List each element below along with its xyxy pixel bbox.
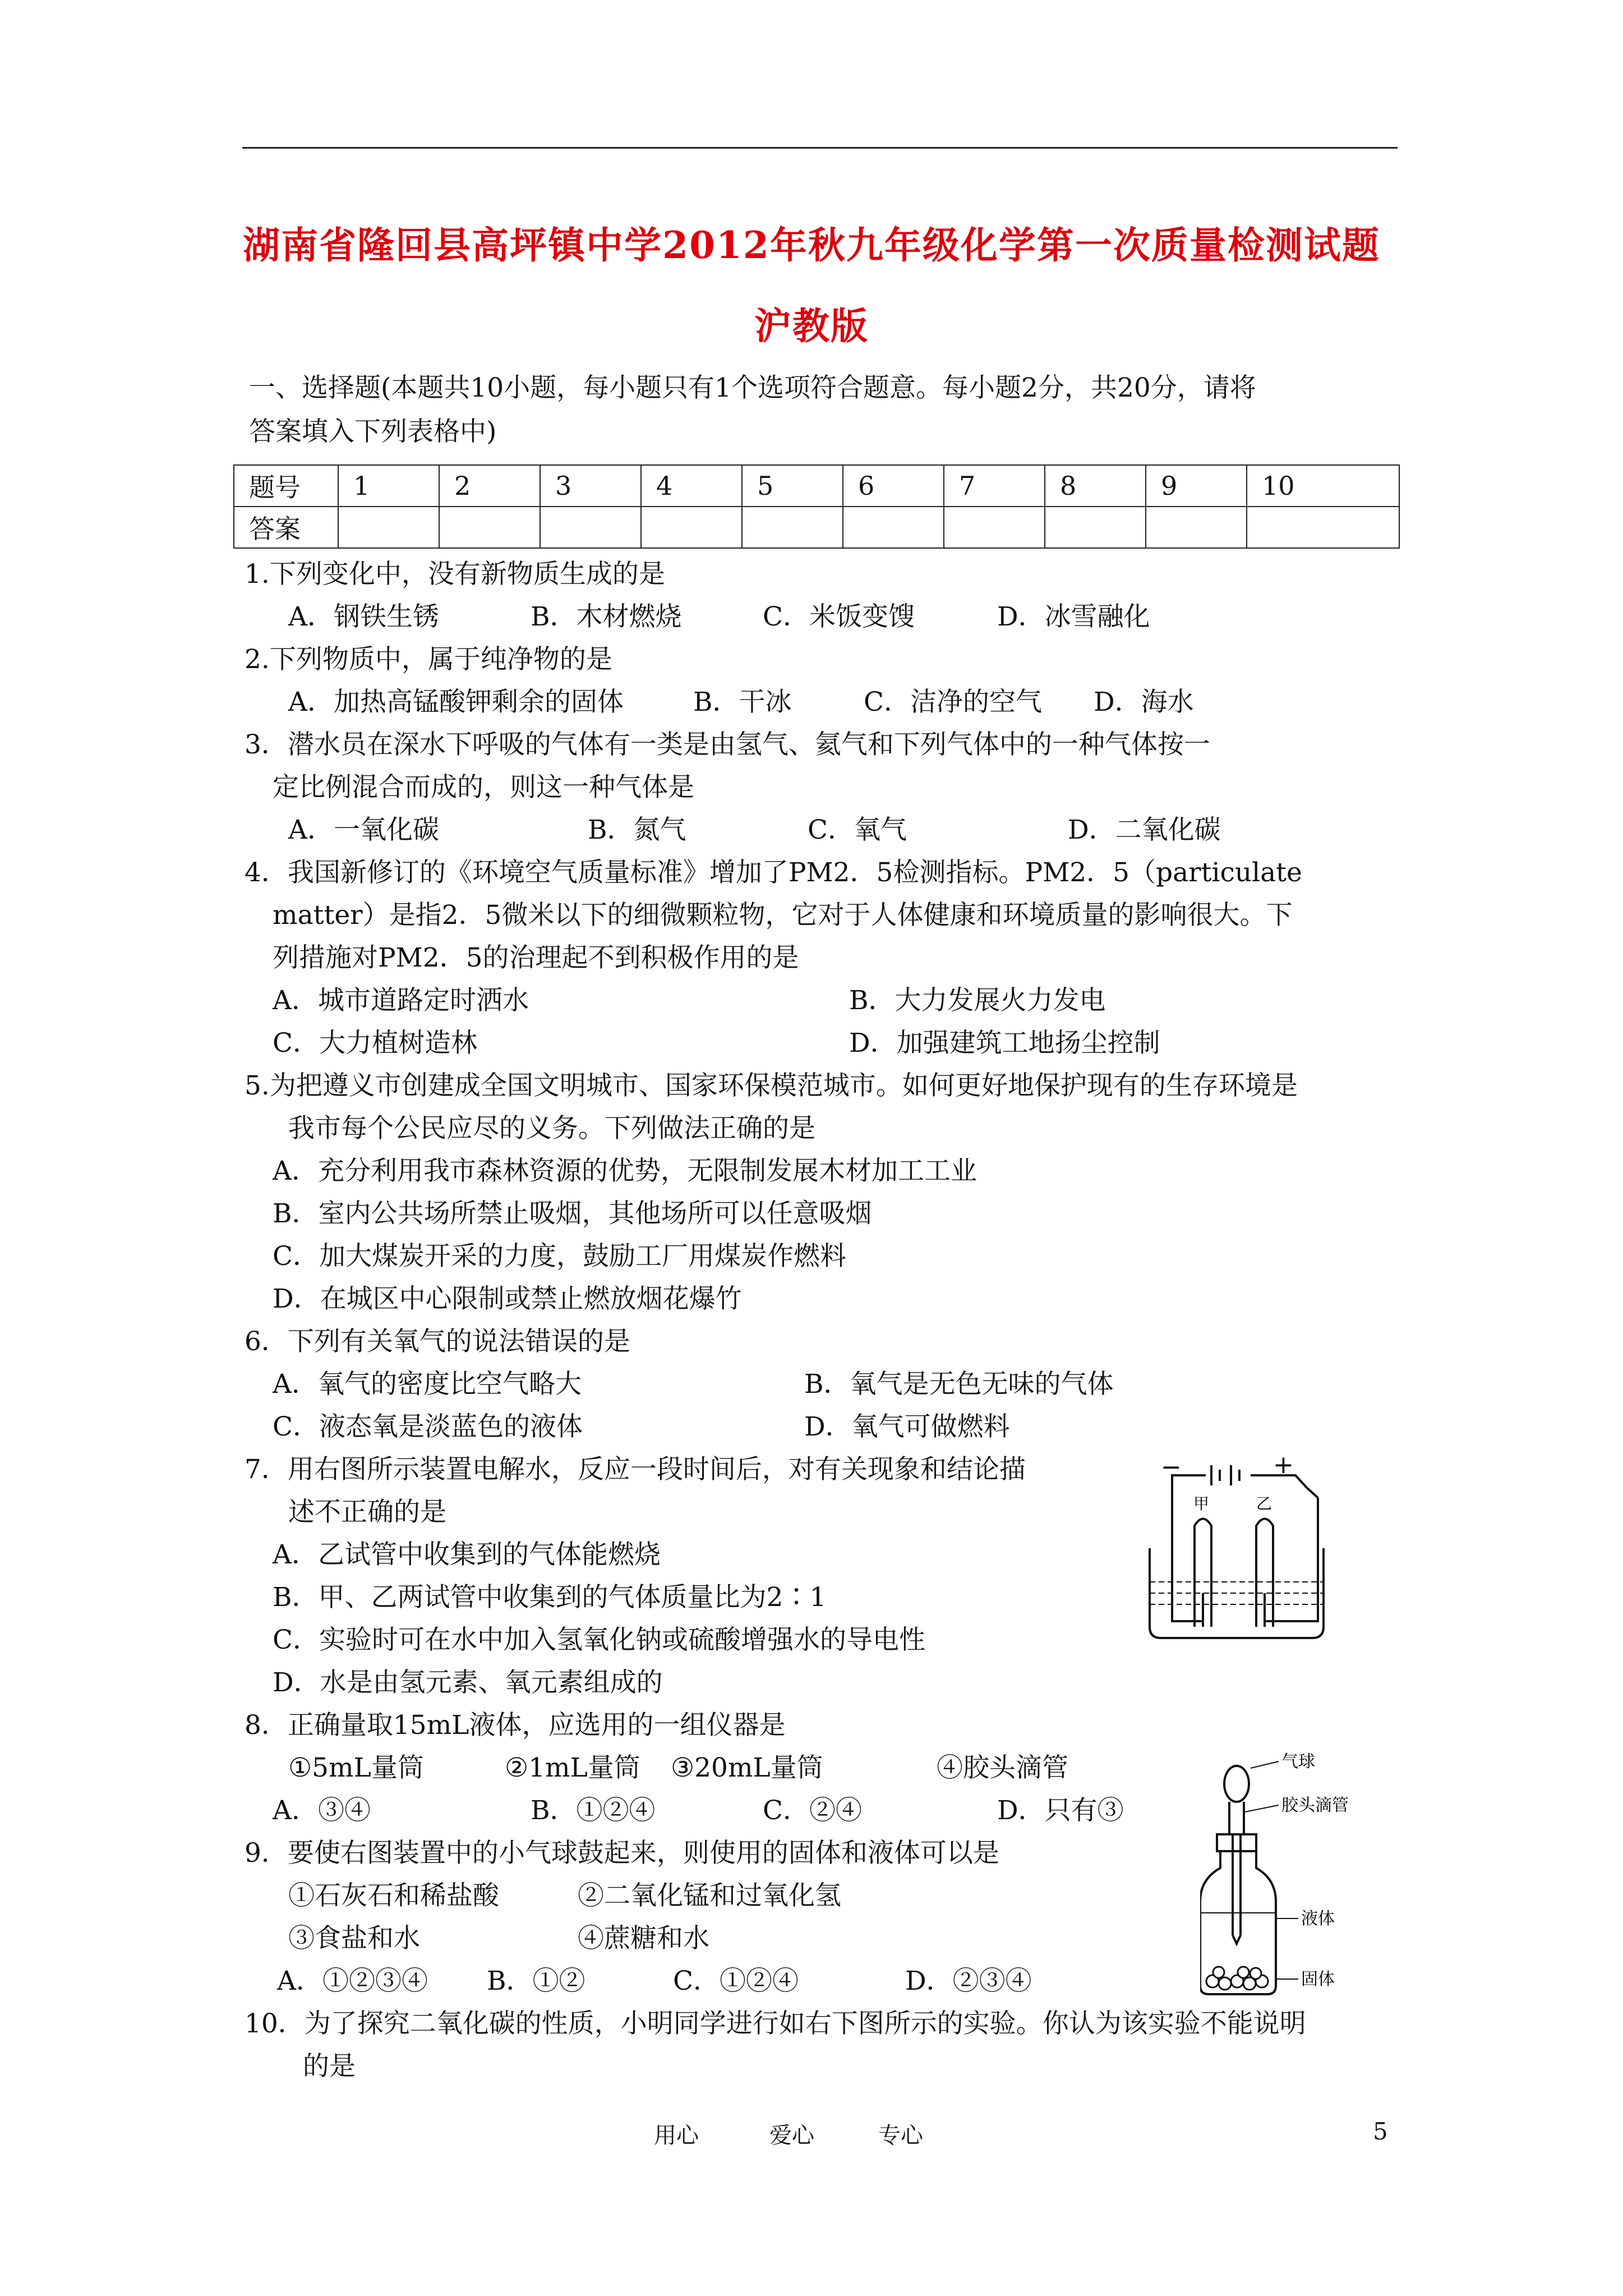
- q3-option-a: A．一氧化碳: [288, 815, 439, 845]
- q1-option-c: C．米饭变馊: [763, 601, 915, 632]
- answer-cell[interactable]: [1045, 507, 1146, 548]
- balloon-label: 气球: [1281, 1752, 1315, 1772]
- table-cell: 题号: [234, 465, 338, 507]
- question-7-stem-cont: 述不正确的是: [288, 1497, 446, 1527]
- q4-option-a: A．城市道路定时洒水: [273, 985, 529, 1016]
- q2-option-d: D．海水: [1094, 687, 1194, 717]
- table-row: [234, 465, 1399, 507]
- solid-label: 固体: [1301, 1970, 1335, 1989]
- section-heading: 一、选择题(本题共10小题，每小题只有1个选项符合题意。每小题2分，共20分，请将: [249, 372, 1256, 403]
- question-3-stem-cont: 定比例混合而成的，则这一种气体是: [273, 772, 694, 803]
- q4-option-c: C．大力植树造林: [273, 1028, 477, 1059]
- question-4-stem-cont: matter）是指2．5微米以下的细微颗粒物，它对于人体健康和环境质量的影响很大。下: [273, 900, 1293, 931]
- q9-item-3: ③食盐和水: [288, 1923, 420, 1954]
- q8-option-c: C．②④: [763, 1795, 862, 1826]
- answer-cell[interactable]: [843, 507, 944, 548]
- question-7-stem: 7．用右图所示装置电解水，反应一段时间后，对有关现象和结论描: [245, 1454, 1026, 1485]
- question-9-stem: 9．要使右图装置中的小气球鼓起来，则使用的固体和液体可以是: [245, 1838, 999, 1869]
- tube-yi-label: 乙: [1256, 1494, 1272, 1513]
- question-6-stem: 6．下列有关氧气的说法错误的是: [245, 1326, 630, 1357]
- q6-option-d: D．氧气可做燃料: [804, 1411, 1010, 1442]
- q2-option-b: B．干冰: [693, 687, 792, 717]
- question-1-stem: 1.下列变化中，没有新物质生成的是: [245, 559, 665, 590]
- question-4-stem: 4．我国新修订的《环境空气质量标准》增加了PM2．5检测指标。PM2．5（particulate: [245, 857, 1302, 888]
- q5-option-a: A．充分利用我市森林资源的优势，无限制发展木材加工工业: [273, 1156, 977, 1186]
- q8-option-d: D．只有③: [997, 1795, 1124, 1826]
- q6-option-a: A．氧气的密度比空气略大: [273, 1369, 582, 1400]
- page-subtitle: 沪教版: [754, 304, 869, 348]
- q9-item-4: ④蔗糖和水: [578, 1923, 709, 1954]
- q9-option-d: D．②③④: [905, 1966, 1032, 1996]
- q1-option-d: D．冰雪融化: [997, 601, 1150, 632]
- q2-option-a: A．加热高锰酸钾剩余的固体: [288, 687, 624, 717]
- electrolysis-apparatus-figure: [1138, 1453, 1340, 1649]
- q7-option-a: A．乙试管中收集到的气体能燃烧: [273, 1539, 661, 1570]
- table-row: [234, 507, 1399, 548]
- table-cell: 1: [338, 465, 439, 507]
- footer-text-3: 专心: [878, 2123, 923, 2148]
- q8-option-a: A．③④: [273, 1795, 371, 1826]
- footer-text-1: 用心: [654, 2123, 699, 2148]
- table-cell: 答案: [234, 507, 338, 548]
- q8-item-3: ③20mL量筒: [671, 1752, 823, 1783]
- footer-text-2: 爱心: [769, 2123, 814, 2148]
- answer-table: [233, 464, 1400, 549]
- question-10-stem: 10．为了探究二氧化碳的性质，小明同学进行如右下图所示的实验。你认为该实验不能说明: [245, 2008, 1306, 2039]
- balloon-flask-figure: [1200, 1750, 1436, 2003]
- q9-option-a: A．①②③④: [277, 1966, 428, 1996]
- answer-cell[interactable]: [742, 507, 843, 548]
- answer-cell[interactable]: [1146, 507, 1247, 548]
- q3-option-b: B．氮气: [588, 815, 686, 845]
- tube-jia-label: 甲: [1193, 1494, 1210, 1513]
- answer-cell[interactable]: [439, 507, 540, 548]
- q7-option-c: C．实验时可在水中加入氢氧化钠或硫酸增强水的导电性: [273, 1625, 925, 1655]
- answer-cell[interactable]: [540, 507, 641, 548]
- table-cell: 7: [944, 465, 1045, 507]
- q8-option-b: B．①②④: [531, 1795, 656, 1826]
- q1-option-a: A．钢铁生锈: [288, 601, 439, 632]
- answer-cell[interactable]: [641, 507, 742, 548]
- q5-option-b: B．室内公共场所禁止吸烟，其他场所可以任意吸烟: [273, 1198, 872, 1229]
- question-4-stem-cont2: 列措施对PM2．5的治理起不到积极作用的是: [273, 942, 799, 973]
- q2-option-c: C．洁净的空气: [864, 687, 1042, 717]
- q1-option-b: B．木材燃烧: [531, 601, 682, 632]
- question-8-stem: 8．正确量取15mL液体，应选用的一组仪器是: [245, 1710, 786, 1741]
- liquid-label: 液体: [1301, 1909, 1335, 1929]
- plus-sign: +: [1273, 1453, 1294, 1479]
- header-rule: [242, 147, 1398, 149]
- table-cell: 6: [843, 465, 944, 507]
- page-number: 5: [1373, 2118, 1388, 2145]
- q6-option-b: B．氧气是无色无味的气体: [804, 1369, 1114, 1400]
- table-cell: 5: [742, 465, 843, 507]
- dropper-label: 胶头滴管: [1281, 1796, 1349, 1815]
- q7-option-b: B．甲、乙两试管中收集到的气体质量比为2∶1: [273, 1582, 827, 1613]
- question-2-stem: 2.下列物质中，属于纯净物的是: [245, 644, 612, 675]
- minus-sign: −: [1161, 1453, 1182, 1481]
- q4-option-b: B．大力发展火力发电: [849, 985, 1106, 1016]
- question-10-stem-cont: 的是: [303, 2051, 356, 2082]
- question-3-stem: 3．潜水员在深水下呼吸的气体有一类是由氢气、氦气和下列气体中的一种气体按一: [245, 729, 1210, 760]
- q7-option-d: D．水是由氢元素、氧元素组成的: [273, 1667, 663, 1698]
- q9-item-1: ①石灰石和稀盐酸: [288, 1880, 499, 1911]
- q4-option-d: D．加强建筑工地扬尘控制: [849, 1028, 1160, 1059]
- table-cell: 9: [1146, 465, 1247, 507]
- q8-item-2: ②1mL量筒: [505, 1752, 640, 1783]
- q9-item-2: ②二氧化锰和过氧化氢: [578, 1880, 841, 1911]
- q5-option-c: C．加大煤炭开采的力度，鼓励工厂用煤炭作燃料: [273, 1241, 846, 1272]
- q3-option-d: D．二氧化碳: [1068, 815, 1221, 845]
- table-cell: 3: [540, 465, 641, 507]
- page-title: 湖南省隆回县高坪镇中学2012年秋九年级化学第一次质量检测试题: [243, 223, 1380, 267]
- table-cell: 2: [439, 465, 540, 507]
- q9-option-b: B．①②: [487, 1966, 585, 1996]
- table-cell: 4: [641, 465, 742, 507]
- q8-item-4: ④胶头滴管: [937, 1752, 1068, 1783]
- question-5-stem: 5.为把遵义市创建成全国文明城市、国家环保模范城市。如何更好地保护现有的生存环境是: [245, 1070, 1298, 1101]
- question-5-stem-cont: 我市每个公民应尽的义务。下列做法正确的是: [288, 1113, 815, 1144]
- q3-option-c: C．氧气: [808, 815, 907, 845]
- q9-option-c: C．①②④: [673, 1966, 799, 1996]
- answer-cell[interactable]: [338, 507, 439, 548]
- table-cell: 8: [1045, 465, 1146, 507]
- answer-cell[interactable]: [944, 507, 1045, 548]
- table-cell: 10: [1247, 465, 1399, 507]
- section-heading-cont: 答案填入下列表格中): [249, 416, 497, 447]
- answer-cell[interactable]: [1247, 507, 1399, 548]
- q8-item-1: ①5mL量筒: [288, 1752, 424, 1783]
- q5-option-d: D．在城区中心限制或禁止燃放烟花爆竹: [273, 1283, 742, 1314]
- q6-option-c: C．液态氧是淡蓝色的液体: [273, 1411, 583, 1442]
